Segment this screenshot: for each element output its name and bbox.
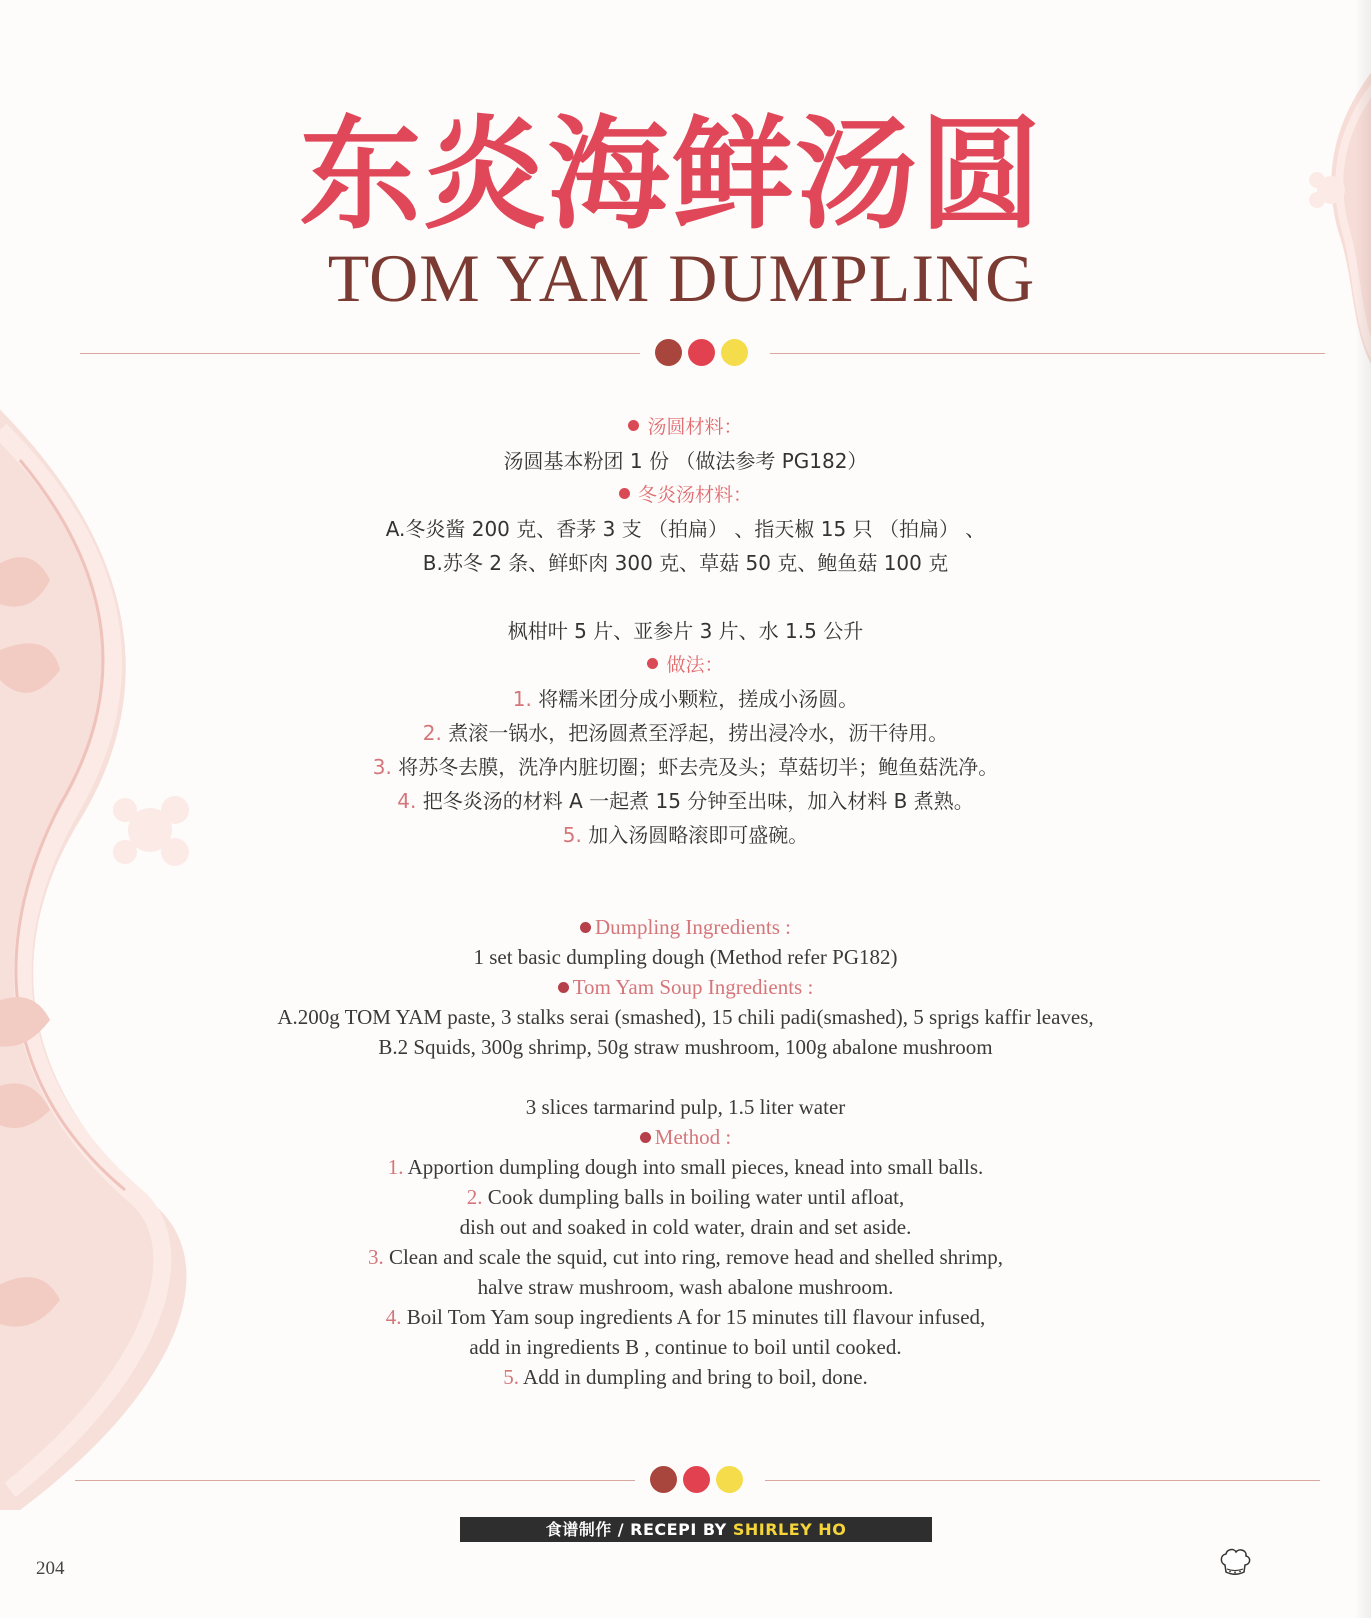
english-dumpling-item: 1 set basic dumpling dough (Method refer PG182) [473,945,898,969]
english-extra-item: 3 slices tarmarind pulp, 1.5 liter water [525,1095,846,1119]
bottom-divider [75,1462,1320,1502]
english-step-continuation: halve straw mushroom, wash abalone mushroom. [477,1275,894,1299]
english-step: 5. Add in dumpling and bring to boil, done. [503,1365,868,1389]
english-soup-item-a: A.200g TOM YAM paste, 3 stalks serai (smashed), 15 chili padi(smashed), 5 sprigs kaffir leaves, [277,1005,1094,1029]
divider-line-right [765,1480,1320,1481]
divider-line-left [75,1480,635,1481]
dot-red [688,339,715,366]
english-recipe-section [0,912,1371,1392]
bullet-icon [640,1132,651,1143]
chinese-method-heading: 做法： [0,648,1371,682]
dot-red [683,1466,710,1493]
chinese-step: 1. 将糯米团分成小颗粒，搓成小汤圆。 [512,687,859,711]
bullet-icon [580,922,591,933]
bullet-icon [558,982,569,993]
english-step-continuation: dish out and soaked in cold water, drain and set aside. [459,1215,912,1239]
chinese-step: 3. 将苏冬去膜，洗净内脏切圈；虾去壳及头；草菇切半；鲍鱼菇洗净。 [372,755,999,779]
chef-hat-icon [1218,1545,1252,1579]
english-step-continuation: add in ingredients B , continue to boil until cooked. [469,1335,902,1359]
english-method-heading: Method : [0,1122,1371,1152]
chinese-soup-item-a: A.冬炎酱 200 克、香茅 3 支 （拍扁） 、指天椒 15 只 （拍扁） 、 [385,517,986,541]
chinese-soup-heading: 冬炎汤材料： [0,478,1371,512]
chinese-recipe-section [0,410,1371,852]
chinese-soup-item-b: B.苏冬 2 条、鲜虾肉 300 克、草菇 50 克、鲍鱼菇 100 克 [422,551,949,575]
english-step: 3. Clean and scale the squid, cut into ring, remove head and shelled shrimp, [367,1245,1004,1269]
dot-dark-red [655,339,682,366]
credit-author-name: SHIRLEY HO [732,1520,847,1539]
divider-line-right [770,353,1325,354]
english-soup-heading: Tom Yam Soup Ingredients : [0,972,1371,1002]
english-step: 1. Apportion dumpling dough into small pieces, knead into small balls. [387,1155,984,1179]
divider-dots [650,1466,743,1493]
chinese-step: 4. 把冬炎汤的材料 A 一起煮 15 分钟至出味，加入材料 B 煮熟。 [397,789,974,813]
english-step: 4. Boil Tom Yam soup ingredients A for 15 minutes till flavour infused, [385,1305,986,1329]
chinese-dumpling-item: 汤圆基本粉团 1 份 （做法参考 PG182） [503,449,868,473]
top-divider [80,335,1325,375]
dot-yellow [721,339,748,366]
dot-yellow [716,1466,743,1493]
dot-dark-red [650,1466,677,1493]
chinese-extra-item: 枫柑叶 5 片、亚参片 3 片、水 1.5 公升 [507,619,864,643]
english-soup-item-b: B.2 Squids, 300g shrimp, 50g straw mushroom, 100g abalone mushroom [378,1035,993,1059]
bullet-icon [628,420,639,431]
divider-dots [655,339,748,366]
recipe-credit-bar: 食谱制作 / RECEPI BY SHIRLEY HO [460,1517,932,1542]
recipe-title-chinese: 东炎海鲜汤圆 [299,104,1044,246]
chinese-step: 2. 煮滚一锅水，把汤圆煮至浮起，捞出浸冷水，沥干待用。 [422,721,949,745]
bullet-icon [647,658,658,669]
english-step: 2. Cook dumpling balls in boiling water until afloat, [466,1185,905,1209]
chinese-dumpling-heading: 汤圆材料： [0,410,1371,444]
english-dumpling-heading: Dumpling Ingredients : [0,912,1371,942]
chinese-step: 5. 加入汤圆略滚即可盛碗。 [562,823,809,847]
recipe-title-english: TOM YAM DUMPLING [327,240,1036,316]
divider-line-left [80,353,640,354]
page-number: 204 [36,1558,65,1579]
bullet-icon [619,488,630,499]
